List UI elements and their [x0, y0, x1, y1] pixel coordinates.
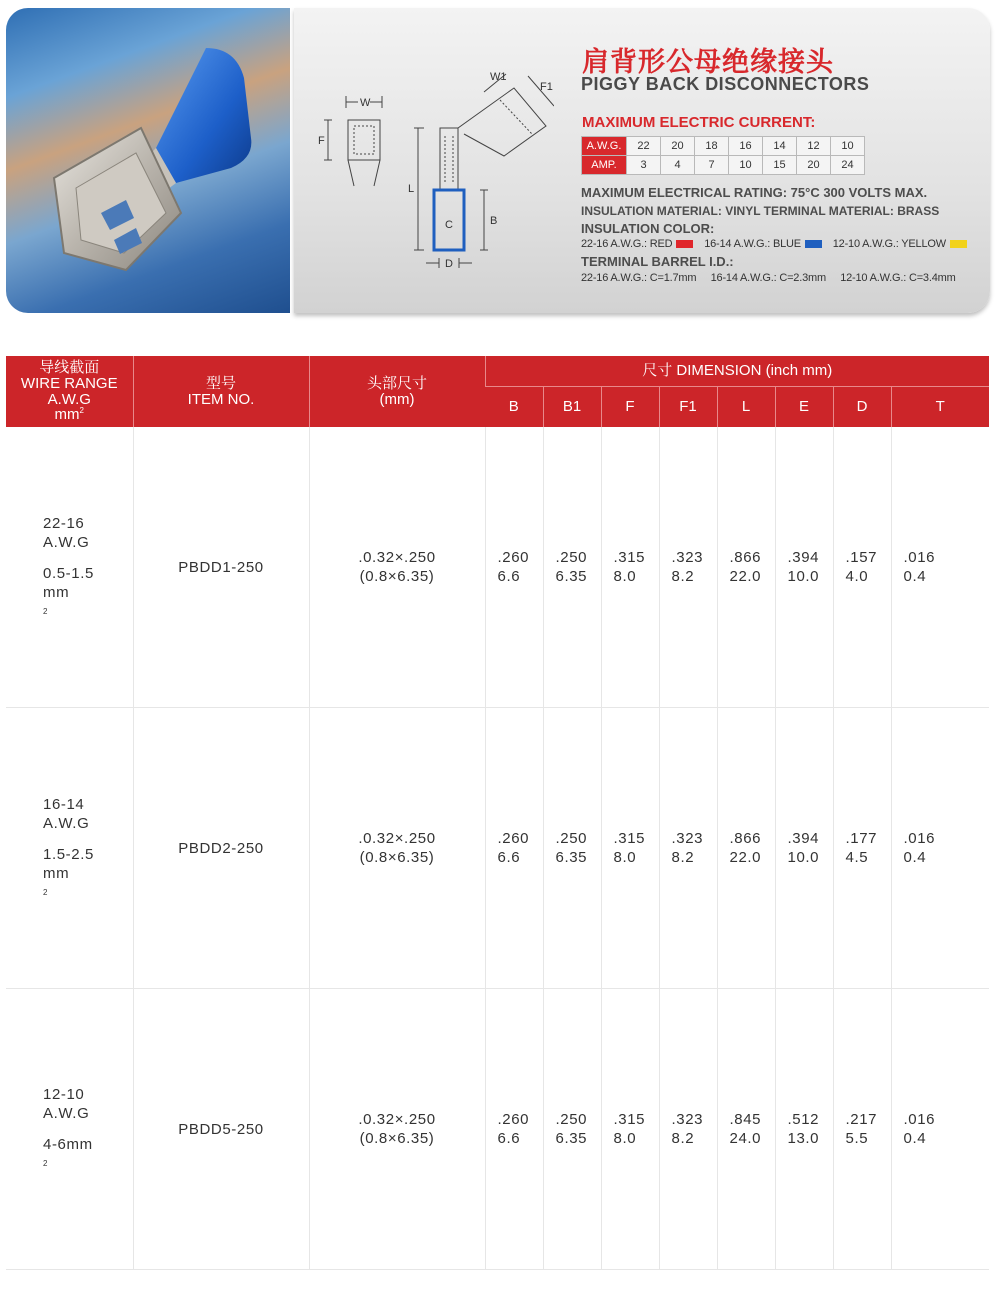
dimension-inch: .866: [729, 830, 762, 847]
dimension-cell: [601, 989, 659, 1270]
mm-range: 1.5-2.5: [43, 845, 94, 863]
dimension-mm: 13.0: [787, 1130, 820, 1147]
color-legend: [581, 238, 975, 250]
drawing-label-l: L: [408, 183, 415, 195]
dimension-inch: .315: [613, 549, 646, 566]
spec-banner: [294, 8, 990, 313]
dimension-inch: .016: [903, 549, 936, 566]
awg-row: [582, 137, 865, 156]
dimension-cell: [543, 989, 601, 1270]
wire-range-cell: [6, 989, 133, 1270]
dimension-cell: [659, 989, 717, 1270]
dimension-cell: [833, 708, 891, 989]
amp-value: 20: [797, 156, 831, 175]
head-size-unit: (mm): [379, 390, 415, 408]
dimension-mm: 8.2: [671, 1130, 695, 1147]
awg-value: 20: [661, 137, 695, 156]
drawing-label-f1: F1: [540, 81, 553, 93]
amp-row: [582, 156, 865, 175]
color-heading: INSULATION COLOR:: [581, 221, 715, 236]
color-yellow-label: 12-10 A.W.G.: YELLOW: [832, 238, 946, 250]
barrel-item: 22-16 A.W.G.: C=1.7mm: [581, 272, 697, 284]
dimension-cell: [659, 427, 717, 708]
dimension-mm: 24.0: [729, 1130, 762, 1147]
table-row: [6, 708, 989, 989]
awg-range: 16-14: [43, 795, 85, 813]
spec-table: [6, 356, 989, 1270]
dimension-mm: 22.0: [729, 849, 762, 866]
dimension-mm: 6.6: [497, 849, 521, 866]
drawing-label-f: F: [318, 135, 325, 147]
amp-value: 24: [831, 156, 865, 175]
col-dim-t: T: [891, 387, 989, 428]
head-size-inch: .0.32×.250: [358, 830, 436, 847]
amp-label: AMP.: [582, 156, 627, 175]
dimension-inch: .157: [845, 549, 878, 566]
dimension-cell: [717, 427, 775, 708]
dimension-mm: 6.35: [555, 1130, 588, 1147]
dimension-inch: .323: [671, 549, 704, 566]
dimension-mm: 8.0: [613, 849, 637, 866]
col-wire-range: [6, 356, 133, 427]
dimension-mm: 10.0: [787, 568, 820, 585]
col-dim-f1: F1: [659, 387, 717, 428]
col-dim-d: D: [833, 387, 891, 428]
awg-range: 12-10: [43, 1086, 85, 1103]
red-swatch: [676, 240, 693, 248]
dimension-cell: [891, 708, 989, 989]
dimension-inch: .260: [497, 830, 530, 847]
dimension-cell: [717, 989, 775, 1270]
amp-value: 4: [661, 156, 695, 175]
blue-swatch: [805, 240, 822, 248]
item-no-cell: PBDD5-250: [133, 989, 309, 1270]
head-size-inch: .0.32×.250: [358, 1111, 436, 1128]
dimension-mm: 22.0: [729, 568, 762, 585]
drawing-label-w: W: [360, 97, 371, 109]
dimension-cell: [775, 989, 833, 1270]
amp-value: 3: [627, 156, 661, 175]
drawing-label-w1: W1: [490, 71, 507, 83]
current-table: [581, 136, 865, 175]
yellow-swatch: [950, 240, 967, 248]
col-dimension: 尺寸 DIMENSION (inch mm): [485, 356, 989, 387]
mm-range: 0.5-1.5: [43, 564, 94, 582]
wire-range-cn: 导线截面: [39, 359, 100, 376]
item-no-cell: PBDD2-250: [133, 708, 309, 989]
dimension-mm: 8.0: [613, 568, 637, 585]
mm-unit: mm 2: [43, 583, 70, 616]
wire-range-en: WIRE RANGE: [20, 374, 118, 392]
dimension-cell: [543, 427, 601, 708]
awg-label: A.W.G: [43, 533, 90, 551]
table-row: [6, 989, 989, 1270]
current-heading: MAXIMUM ELECTRIC CURRENT:: [582, 114, 816, 131]
col-dim-b1: B1: [543, 387, 601, 428]
dimension-inch: .250: [555, 1111, 588, 1128]
barrel-list: [581, 272, 956, 284]
amp-value: 7: [695, 156, 729, 175]
head-size-cell: [309, 427, 485, 708]
head-size-mm: (0.8×6.35): [359, 1130, 435, 1147]
awg-range: 22-16: [43, 514, 85, 532]
item-no-cn: 型号: [205, 374, 236, 392]
dimension-mm: 6.35: [555, 849, 588, 866]
dimension-cell: [485, 427, 543, 708]
dimension-mm: 8.0: [613, 1130, 637, 1147]
materials-text: INSULATION MATERIAL: VINYL TERMINAL MATERIAL: BRASS: [581, 204, 940, 218]
dimension-inch: .016: [903, 830, 936, 847]
col-item-no: [133, 356, 309, 427]
rating-text: MAXIMUM ELECTRICAL RATING: 75°C 300 VOLTS MAX.: [581, 185, 928, 200]
dimension-drawing: [314, 68, 554, 288]
dimension-inch: .315: [613, 830, 646, 847]
dimension-mm: 6.35: [555, 568, 588, 585]
head-size-cn: 头部尺寸: [366, 374, 427, 392]
awg-label: A.W.G: [43, 1105, 90, 1122]
dimension-mm: 8.2: [671, 849, 695, 866]
dimension-mm: 0.4: [903, 1130, 927, 1147]
dimension-mm: 10.0: [787, 849, 820, 866]
item-no-cell: PBDD1-250: [133, 427, 309, 708]
dimension-inch: .250: [555, 549, 588, 566]
dimension-inch: .315: [613, 1111, 646, 1128]
mm-range: 4-6mm 2: [43, 1136, 93, 1168]
dimension-mm: 4.5: [845, 849, 869, 866]
dimension-cell: [891, 427, 989, 708]
product-photo: [6, 8, 290, 313]
col-dim-b: B: [485, 387, 543, 428]
dimension-cell: [543, 708, 601, 989]
dimension-cell: [833, 427, 891, 708]
dimension-inch: .016: [903, 1111, 936, 1128]
dimension-inch: .845: [729, 1111, 762, 1128]
dimension-inch: .323: [671, 1111, 704, 1128]
dimension-inch: .323: [671, 830, 704, 847]
head-size-cell: [309, 989, 485, 1270]
wire-range-cell: [6, 427, 133, 708]
head-size-inch: .0.32×.250: [358, 549, 436, 566]
dimension-cell: [891, 989, 989, 1270]
mm-unit: mm 2: [43, 864, 70, 897]
item-no-en: ITEM NO.: [187, 390, 255, 408]
awg-value: 16: [729, 137, 763, 156]
wire-range-mm: $mm^2$: [54, 406, 84, 424]
dimension-cell: [601, 708, 659, 989]
dimension-cell: [717, 708, 775, 989]
drawing-label-c: C: [445, 219, 453, 231]
dimension-mm: 0.4: [903, 849, 927, 866]
dimension-cell: [485, 708, 543, 989]
dimension-cell: [775, 427, 833, 708]
title-cn: 肩背形公母绝缘接头: [582, 47, 834, 78]
col-dim-e: E: [775, 387, 833, 428]
dimension-inch: .177: [845, 830, 878, 847]
dimension-inch: .394: [787, 830, 820, 847]
connector-illustration: [6, 8, 290, 313]
barrel-heading: TERMINAL BARREL I.D.:: [581, 254, 734, 269]
amp-value: 15: [763, 156, 797, 175]
wire-range-awg: A.W.G: [47, 390, 91, 408]
header-row: [6, 356, 989, 387]
awg-value: 18: [695, 137, 729, 156]
awg-label: A.W.G.: [582, 137, 627, 156]
table-row: [6, 427, 989, 708]
awg-value: 10: [831, 137, 865, 156]
awg-value: 22: [627, 137, 661, 156]
awg-value: 14: [763, 137, 797, 156]
col-head-size: [309, 356, 485, 427]
dimension-cell: [485, 989, 543, 1270]
dimension-inch: .394: [787, 549, 820, 566]
dimension-mm: 6.6: [497, 1130, 521, 1147]
dimension-cell: [659, 708, 717, 989]
color-red-label: 22-16 A.W.G.: RED: [581, 238, 673, 250]
dimension-mm: 0.4: [903, 568, 927, 585]
dimension-cell: [833, 989, 891, 1270]
dimension-mm: 5.5: [845, 1130, 869, 1147]
dimension-cell: [775, 708, 833, 989]
wire-range-cell: [6, 708, 133, 989]
awg-label: A.W.G: [43, 814, 90, 832]
col-dim-f: F: [601, 387, 659, 428]
dimension-inch: .260: [497, 1111, 530, 1128]
dimension-inch: .866: [729, 549, 762, 566]
head-size-mm: (0.8×6.35): [359, 849, 435, 866]
dimension-inch: .250: [555, 830, 588, 847]
drawing-label-d: D: [445, 258, 453, 270]
barrel-item: 16-14 A.W.G.: C=2.3mm: [710, 272, 826, 284]
dimension-cell: [601, 427, 659, 708]
dimension-inch: .512: [787, 1111, 820, 1128]
barrel-item: 12-10 A.W.G.: C=3.4mm: [840, 272, 956, 284]
head-size-cell: [309, 708, 485, 989]
color-blue-label: 16-14 A.W.G.: BLUE: [704, 238, 801, 250]
awg-value: 12: [797, 137, 831, 156]
amp-value: 10: [729, 156, 763, 175]
head-size-mm: (0.8×6.35): [359, 568, 435, 585]
dimension-inch: .217: [845, 1111, 878, 1128]
dimension-mm: 6.6: [497, 568, 521, 585]
dimension-mm: 8.2: [671, 568, 695, 585]
dimension-inch: .260: [497, 549, 530, 566]
dimension-mm: 4.0: [845, 568, 869, 585]
title-en: PIGGY BACK DISCONNECTORS: [581, 74, 870, 94]
col-dim-l: L: [717, 387, 775, 428]
drawing-label-b: B: [490, 215, 498, 227]
